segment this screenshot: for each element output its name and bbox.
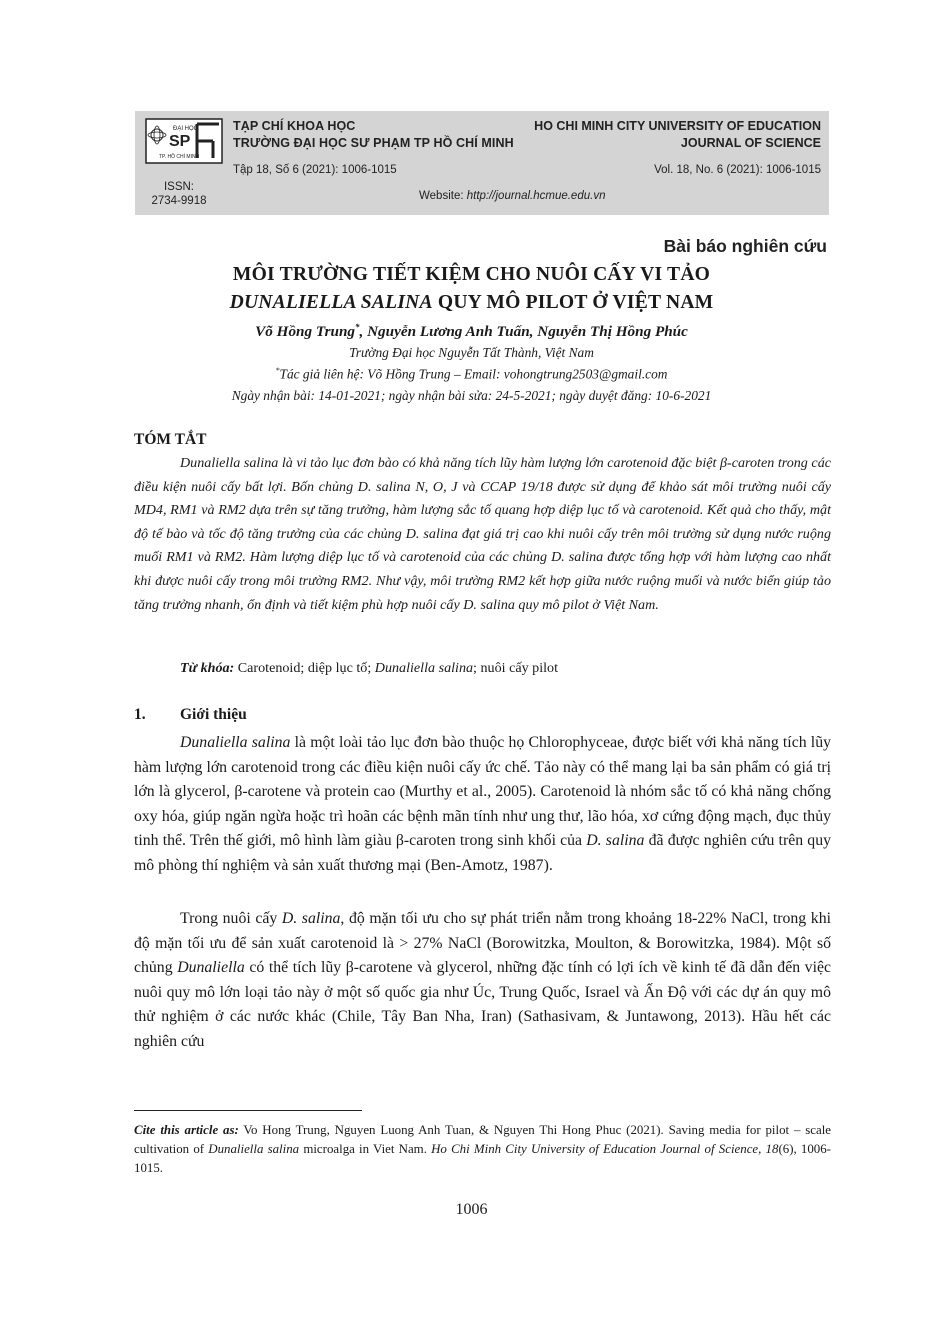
text-run: Trong nuôi cấy — [180, 910, 282, 927]
text-run: có thể tích lũy β-carotene và glycerol, những đặc tính có lợi ích về kinh tế đã dẫn đến việc nuôi quy mô lớn loại tảo này ở một số quốc gia như Úc, Trung Quốc, Israel và Ấn Độ với các dự án quy mô thử nghiệm ở các nước khác (Chile, Tây Ban Nha, Iran) (Sathasivam, & Juntawong, 2013). Hầu hết các nghiên cứu — [134, 959, 831, 1050]
footnote-divider — [134, 1110, 362, 1111]
text-run: , độ mặn tối ưu cho sự phát triển nằm trong khoảng 18-22% NaCl, trong khi độ mặn tối ưu để sản xuất carotenoid là > 27% NaCl (Borowitzka, Moulton, & Borowitzka, 1984). Một số chủng — [134, 910, 831, 977]
italic-run: Dunaliella — [177, 959, 245, 977]
section-number: 1. — [134, 706, 146, 723]
keywords: Từ khóa: Carotenoid; diệp lục tố; Dunaliella salina; nuôi cấy pilot — [180, 660, 558, 676]
svg-text:ĐẠI HỌC: ĐẠI HỌC — [173, 126, 199, 132]
body-paragraph-1 — [134, 731, 831, 879]
authors: Võ Hồng Trung*, Nguyễn Lương Anh Tuấn, Nguyễn Thị Hồng Phúc — [255, 322, 688, 341]
website — [419, 190, 605, 202]
italic-run: Dunaliella salina — [180, 734, 291, 751]
university-logo-icon — [145, 118, 223, 164]
corresponding-author: *Tác giả liên hệ: Võ Hồng Trung – Email: vohongtrung2503@gmail.com — [275, 366, 668, 382]
italic-run: D. salina — [586, 832, 645, 850]
issn — [143, 180, 215, 208]
section-title: Giới thiệu — [180, 706, 247, 723]
body-paragraph-2 — [134, 907, 831, 1055]
website-label: Website: — [419, 190, 464, 202]
article-type: Bài báo nghiên cứu — [663, 236, 827, 256]
website-link[interactable]: http://journal.hcmue.edu.vn — [466, 190, 606, 202]
university-name-vn: TRƯỜNG ĐẠI HỌC SƯ PHẠM TP HỒ CHÍ MINH — [233, 136, 514, 150]
species-name: DUNALIELLA SALINA — [229, 292, 433, 313]
article-title-line2: DUNALIELLA SALINA QUY MÔ PILOT Ở VIỆT NAM — [229, 292, 714, 313]
issn-label: ISSN: — [163, 181, 195, 193]
volume-info-en: Vol. 18, No. 6 (2021): 1006-1015 — [654, 164, 821, 176]
journal-header — [135, 111, 829, 215]
citation-footnote: Cite this article as: Vo Hong Trung, Nguyen Luong Anh Tuan, & Nguyen Thi Hong Phuc (2021). Saving media for pilot – scale cultivation of Dunaliella salina microalga in Viet Nam. Ho Chi Minh City University of Education Journal of Science, 18(6), 1006-1015. — [134, 1123, 831, 1176]
keywords-label: Từ khóa: — [180, 660, 235, 676]
article-dates: Ngày nhận bài: 14-01-2021; ngày nhận bài sửa: 24-5-2021; ngày duyệt đăng: 10-6-2021 — [231, 388, 712, 403]
journal-name-vn: TẠP CHÍ KHOA HỌC — [233, 119, 356, 133]
svg-text:SP: SP — [169, 133, 191, 150]
abstract-text: Dunaliella salina là vi tảo lục đơn bào có khả năng tích lũy hàm lượng lớn carotenoid đặc biệt β-caroten trong các điều kiện nuôi cấy bất lợi. Bốn chủng D. salina N, O, J và CCAP 19/18 được sử dụng để khảo sát môi trường nuôi cấy MD4, RM1 và RM2 dựa trên sự tăng trưởng, hàm lượng sắc tố quang hợp diệp lục tố và carotenoid. Kết quả cho thấy, mật độ tế bào và tốc độ tăng trưởng của các chủng D. salina đạt giá trị cao khi nuôi cấy trên môi trường sử dụng nước ruộng muối RM1 và RM2. Hàm lượng diệp lục tố và carotenoid của các chủng D. salina được tổng hợp với hàm lượng cao nhất khi được nuôi cấy trong môi trường RM2. Như vậy, môi trường RM2 kết hợp giữa nước ruộng muối và nước biển giúp tảo tăng trưởng nhanh, ổn định và tiết kiệm phù hợp nuôi cấy D. salina quy mô pilot ở Việt Nam. — [134, 455, 831, 613]
page-number: 1006 — [455, 1201, 488, 1218]
text-run: đã được nghiên cứu trên quy mô phòng thí nghiệm và sản xuất thương mại (Ben-Amotz, 1987). — [134, 832, 831, 874]
article-title-line1: MÔI TRƯỜNG TIẾT KIỆM CHO NUÔI CẤY VI TẢO — [232, 264, 711, 285]
text-run: là một loài tảo lục đơn bào thuộc họ Chlorophyceae, được biết với khả năng tích lũy hàm lượng lớn carotenoid trong các điều kiện nuôi cấy ức chế. Tảo này có thể mang lại ba sản phẩm có giá trị lớn là glycerol, β-carotene và protein cao (Murthy et al., 2005). Carotenoid là nhóm sắc tố có khả năng chống oxy hóa, giúp ngăn ngừa hoặc trì hoãn các bệnh mãn tính như ung thư, lão hóa, xơ cứng động mạch, đục thủy tinh thể. Trên thế giới, mô hình làm giàu β-caroten trong sinh khối của — [134, 734, 831, 850]
abstract-heading: TÓM TẮT — [134, 431, 207, 448]
journal-name-en: JOURNAL OF SCIENCE — [680, 136, 821, 150]
university-name-en: HO CHI MINH CITY UNIVERSITY OF EDUCATION — [534, 119, 821, 133]
affiliation: Trường Đại học Nguyễn Tất Thành, Việt Nam — [349, 345, 594, 360]
svg-text:TP. HỒ CHÍ MINH: TP. HỒ CHÍ MINH — [159, 154, 200, 160]
citation-label: Cite this article as: — [134, 1123, 239, 1137]
italic-run: D. salina — [281, 910, 341, 927]
issn-value: 2734-9918 — [151, 195, 207, 207]
volume-info-vn: Tập 18, Số 6 (2021): 1006-1015 — [233, 164, 397, 176]
